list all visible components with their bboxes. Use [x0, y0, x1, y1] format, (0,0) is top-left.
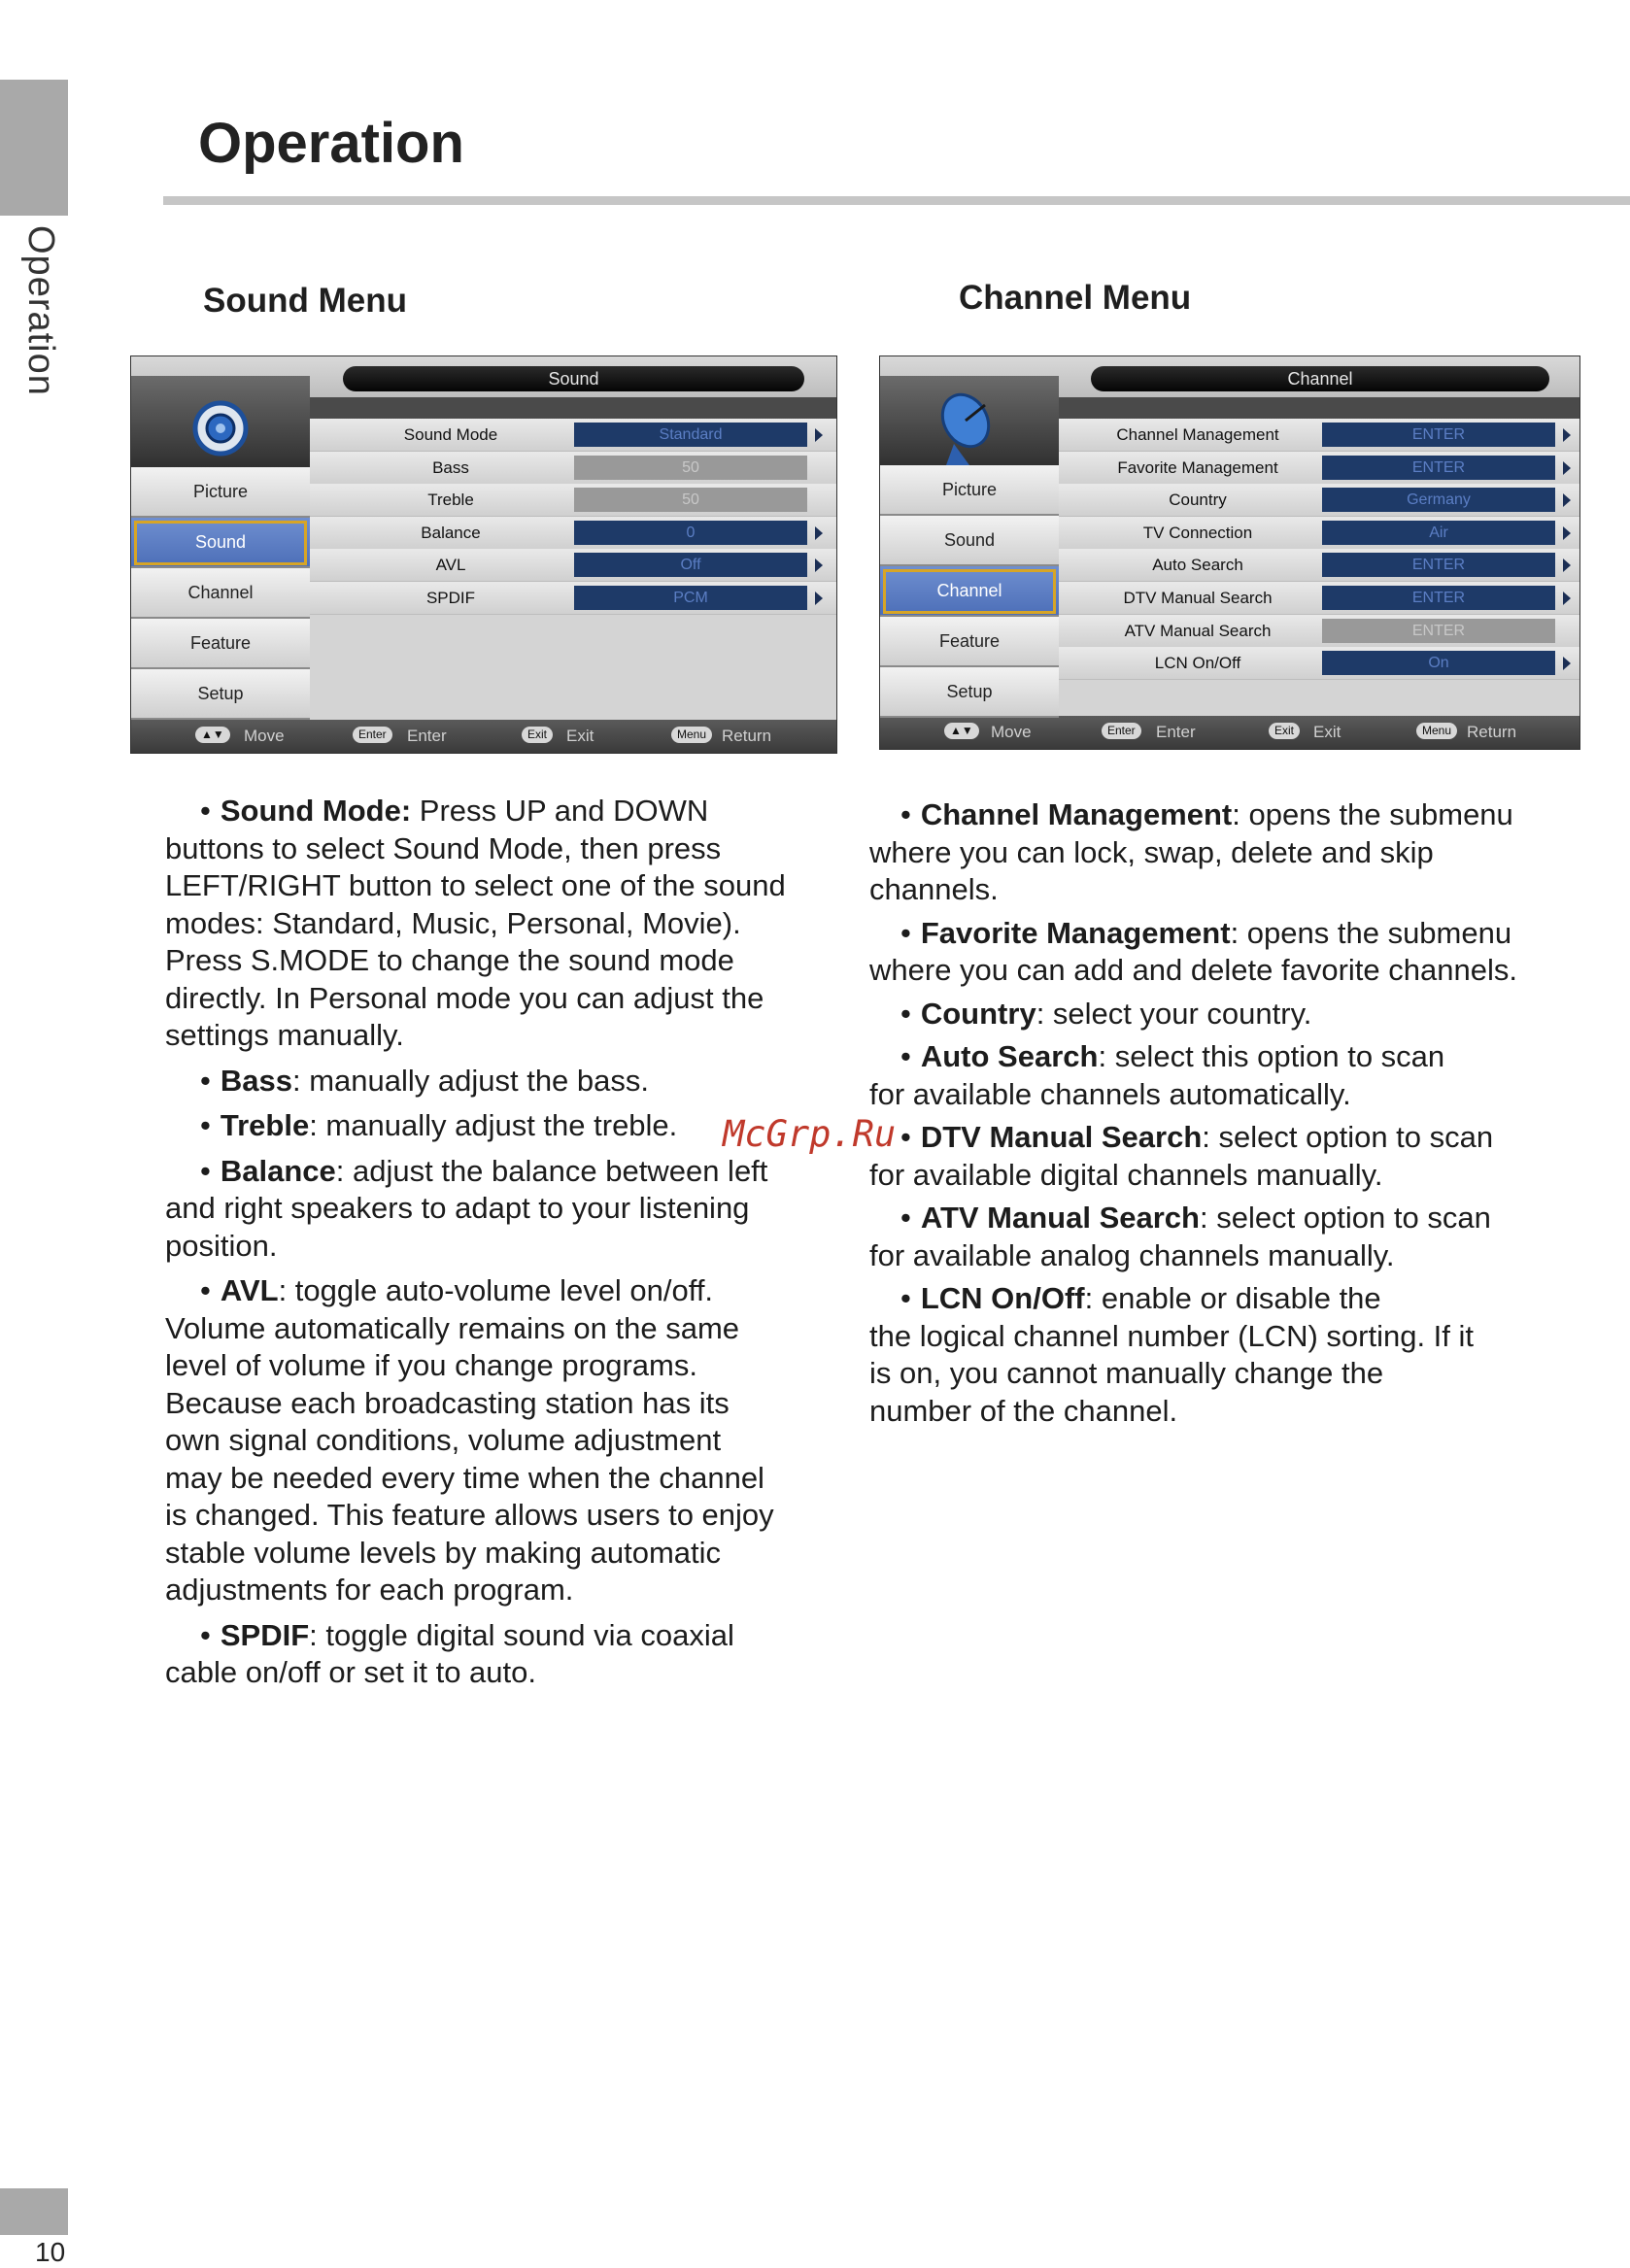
osd-setting-row[interactable]: [1059, 517, 1579, 550]
osd-setting-row[interactable]: [310, 582, 836, 615]
osd-setting-value[interactable]: Air: [1322, 521, 1555, 545]
description-line: for available digital channels manually.: [869, 1157, 1383, 1192]
description-item: [165, 1272, 845, 1609]
description-term: LCN On/Off: [920, 1281, 1085, 1315]
arrow-right-icon[interactable]: [1563, 526, 1571, 540]
description-text: : opens the submenu: [1232, 797, 1513, 831]
description-item: [869, 1038, 1569, 1113]
arrow-right-icon[interactable]: [1563, 428, 1571, 442]
osd-nav-item-sound[interactable]: Sound: [131, 518, 310, 568]
description-first-line: [165, 1063, 845, 1100]
description-text: : toggle digital sound via coaxial: [309, 1617, 734, 1652]
description-item: [869, 996, 1569, 1033]
description-first-line: [869, 1119, 1569, 1157]
description-text: : enable or disable the: [1084, 1281, 1381, 1315]
osd-key-label: Exit: [566, 727, 594, 745]
osd-nav-item-channel[interactable]: Channel: [131, 568, 310, 619]
osd-key-label: Enter: [1156, 723, 1196, 741]
osd-setting-label: ATV Manual Search: [1124, 621, 1272, 640]
osd-nav-item-setup[interactable]: Setup: [131, 669, 310, 720]
osd-setting-value[interactable]: ENTER: [1322, 423, 1555, 447]
description-line: settings manually.: [165, 1018, 404, 1052]
sound-menu-heading: Sound Menu: [203, 282, 407, 320]
osd-setting-row[interactable]: [1059, 419, 1579, 452]
osd-setting-label: Treble: [427, 491, 474, 510]
osd-key-label: Move: [991, 723, 1032, 741]
arrow-right-icon[interactable]: [1563, 657, 1571, 670]
description-line: is on, you cannot manually change the: [869, 1356, 1384, 1390]
osd-setting-value[interactable]: ENTER: [1322, 586, 1555, 610]
arrow-right-icon[interactable]: [1563, 493, 1571, 507]
description-item: [869, 796, 1569, 909]
description-text: : toggle auto-volume level on/off.: [278, 1273, 714, 1307]
description-first-line: [165, 793, 845, 830]
description-text: : adjust the balance between left: [335, 1153, 768, 1188]
description-line: and right speakers to adapt to your listening: [165, 1191, 750, 1225]
osd-setting-row[interactable]: [310, 484, 836, 517]
osd-setting-value[interactable]: ENTER: [1322, 456, 1555, 480]
description-line: position.: [165, 1228, 278, 1263]
channel-menu-heading: Channel Menu: [959, 279, 1192, 317]
osd-setting-label: SPDIF: [425, 589, 476, 607]
description-item: [869, 1119, 1569, 1194]
osd-setting-label: Sound Mode: [403, 425, 498, 444]
description-text: : manually adjust the bass.: [291, 1063, 650, 1098]
description-text: : opens the submenu: [1230, 915, 1512, 950]
osd-footer: [880, 716, 1579, 749]
description-term: Country: [920, 996, 1036, 1031]
description-line: buttons to select Sound Mode, then press: [165, 830, 722, 865]
side-tab-block: [0, 80, 68, 216]
osd-setting-label: DTV Manual Search: [1123, 589, 1273, 607]
description-item: [869, 1200, 1569, 1274]
description-first-line: [869, 1280, 1569, 1318]
osd-title: Channel: [1091, 366, 1549, 391]
description-line: where you can lock, swap, delete and skip: [869, 834, 1434, 869]
osd-settings-panel: [310, 419, 836, 720]
osd-setting-label: AVL: [435, 556, 466, 575]
arrow-right-icon[interactable]: [815, 526, 823, 540]
osd-nav-item-sound[interactable]: Sound: [880, 516, 1059, 566]
description-first-line: [869, 996, 1569, 1033]
osd-key-label: Return: [722, 727, 772, 745]
description-text: : select option to scan: [1202, 1120, 1494, 1154]
description-item: [165, 793, 845, 1055]
osd-setting-label: Auto Search: [1152, 556, 1243, 575]
osd-key-label: Return: [1467, 723, 1517, 741]
title-divider: [163, 196, 1630, 205]
arrow-right-icon[interactable]: [815, 592, 823, 605]
channel-menu-screenshot: [879, 355, 1580, 750]
description-term: Sound Mode:: [220, 794, 412, 828]
osd-setting-value[interactable]: Off: [574, 553, 807, 577]
description-line: modes: Standard, Music, Personal, Movie).: [165, 905, 741, 940]
sound-menu-screenshot: [130, 355, 837, 754]
osd-key-return: Menu: [671, 727, 712, 743]
osd-icon-area: [131, 376, 310, 473]
page-number: 10: [35, 2237, 66, 2267]
description-line: for available analog channels manually.: [869, 1237, 1395, 1272]
arrow-right-icon[interactable]: [1563, 461, 1571, 475]
description-term: DTV Manual Search: [920, 1120, 1203, 1154]
osd-setting-value[interactable]: ENTER: [1322, 553, 1555, 577]
osd-setting-row[interactable]: [1059, 615, 1579, 648]
osd-key-enter: Enter: [353, 727, 392, 743]
description-item: [165, 1153, 845, 1266]
arrow-right-icon[interactable]: [1563, 592, 1571, 605]
description-first-line: [869, 915, 1569, 953]
osd-setting-label: Channel Management: [1116, 425, 1279, 444]
page-title: Operation: [198, 112, 464, 175]
osd-setting-row[interactable]: [1059, 582, 1579, 615]
description-text: : manually adjust the treble.: [309, 1108, 678, 1142]
description-term: SPDIF: [220, 1617, 310, 1652]
arrow-right-icon[interactable]: [815, 559, 823, 572]
osd-settings-panel: [1059, 419, 1579, 716]
osd-key-exit: Exit: [522, 727, 553, 743]
osd-nav-item-channel[interactable]: Channel: [880, 566, 1059, 617]
description-line: channels.: [869, 872, 999, 906]
description-first-line: [165, 1617, 845, 1655]
description-line: may be needed every time when the channel: [165, 1460, 764, 1495]
description-line: cable on/off or set it to auto.: [165, 1655, 537, 1689]
description-term: Bass: [220, 1063, 292, 1098]
side-tab: [19, 225, 61, 400]
description-first-line: [869, 1038, 1569, 1076]
osd-setting-label: Country: [1169, 491, 1227, 510]
osd-nav-item-feature[interactable]: Feature: [131, 619, 310, 669]
description-first-line: [165, 1153, 845, 1191]
osd-setting-label: TV Connection: [1142, 523, 1253, 542]
description-line: where you can add and delete favorite channels.: [869, 953, 1517, 987]
osd-key-return: Menu: [1416, 723, 1457, 739]
osd-setting-value[interactable]: ENTER: [1322, 619, 1555, 643]
osd-footer: [131, 720, 836, 753]
description-line: the logical channel number (LCN) sorting. If it: [869, 1318, 1475, 1353]
speaker-icon: [131, 376, 310, 473]
description-line: Press S.MODE to change the sound mode: [165, 943, 734, 977]
osd-setting-value[interactable]: Standard: [574, 423, 807, 447]
satellite-dish-icon: [880, 376, 1059, 473]
description-text: Press UP and DOWN: [411, 794, 709, 828]
description-term: Treble: [220, 1108, 310, 1142]
description-first-line: [869, 1200, 1569, 1237]
page-number-block: [0, 2188, 68, 2235]
osd-key-label: Exit: [1313, 723, 1341, 741]
description-line: is changed. This feature allows users to enjoy: [165, 1498, 774, 1532]
osd-nav-item-picture[interactable]: Picture: [131, 467, 310, 518]
description-term: AVL: [220, 1273, 279, 1307]
osd-setting-row[interactable]: [310, 549, 836, 582]
description-line: level of volume if you change programs.: [165, 1348, 697, 1382]
osd-setting-row[interactable]: [310, 419, 836, 452]
osd-setting-value[interactable]: On: [1322, 651, 1555, 675]
osd-setting-row[interactable]: [1059, 452, 1579, 485]
description-line: adjustments for each program.: [165, 1573, 574, 1607]
description-line: directly. In Personal mode you can adjust the: [165, 980, 764, 1015]
osd-setting-value[interactable]: 50: [574, 456, 807, 480]
description-line: stable volume levels by making automatic: [165, 1535, 722, 1570]
osd-key-exit: Exit: [1269, 723, 1300, 739]
description-line: number of the channel.: [869, 1393, 1178, 1428]
description-item: [869, 915, 1569, 990]
osd-key-label: Move: [244, 727, 285, 745]
osd-setting-label: Bass: [432, 457, 469, 477]
osd-key-label: Enter: [407, 727, 447, 745]
osd-nav-item-feature[interactable]: Feature: [880, 617, 1059, 667]
description-line: for available channels automatically.: [869, 1076, 1351, 1111]
description-text: : select option to scan: [1199, 1201, 1491, 1235]
description-item: [165, 1617, 845, 1692]
description-line: LEFT/RIGHT button to select one of the sound: [165, 868, 786, 902]
osd-setting-value[interactable]: PCM: [574, 586, 807, 610]
osd-setting-row[interactable]: [1059, 484, 1579, 517]
osd-setting-value[interactable]: Germany: [1322, 488, 1555, 512]
description-first-line: [165, 1272, 845, 1310]
osd-nav-item-picture[interactable]: Picture: [880, 465, 1059, 516]
watermark: McGrp.Ru: [723, 1113, 897, 1155]
description-line: Because each broadcasting station has its: [165, 1385, 730, 1420]
osd-key-move: ▲▼: [195, 727, 230, 743]
description-term: Favorite Management: [920, 915, 1231, 950]
osd-key-enter: Enter: [1102, 723, 1141, 739]
osd-nav-item-setup[interactable]: Setup: [880, 667, 1059, 718]
description-line: Volume automatically remains on the same: [165, 1310, 740, 1345]
osd-icon-area: [880, 376, 1059, 473]
description-term: Auto Search: [920, 1039, 1099, 1073]
osd-key-move: ▲▼: [944, 723, 979, 739]
side-tab-label: Operation: [20, 225, 61, 396]
description-item: [869, 1280, 1569, 1430]
osd-setting-value[interactable]: 0: [574, 521, 807, 545]
arrow-right-icon[interactable]: [1563, 559, 1571, 572]
description-first-line: [869, 796, 1569, 834]
osd-setting-value[interactable]: 50: [574, 488, 807, 512]
osd-setting-label: Favorite Management: [1117, 457, 1278, 477]
osd-setting-label: Balance: [421, 523, 481, 542]
description-line: own signal conditions, volume adjustment: [165, 1423, 722, 1457]
osd-title: Sound: [343, 366, 804, 391]
description-text: : select your country.: [1036, 996, 1312, 1031]
description-text: : select this option to scan: [1098, 1039, 1445, 1073]
osd-setting-row[interactable]: [310, 452, 836, 485]
osd-setting-label: LCN On/Off: [1154, 654, 1241, 673]
osd-setting-row[interactable]: [310, 517, 836, 550]
description-item: [165, 1063, 845, 1100]
description-term: Balance: [220, 1153, 336, 1188]
description-term: Channel Management: [920, 797, 1233, 831]
description-term: ATV Manual Search: [920, 1201, 1200, 1235]
osd-setting-row[interactable]: [1059, 549, 1579, 582]
arrow-right-icon[interactable]: [815, 428, 823, 442]
osd-setting-row[interactable]: [1059, 647, 1579, 680]
